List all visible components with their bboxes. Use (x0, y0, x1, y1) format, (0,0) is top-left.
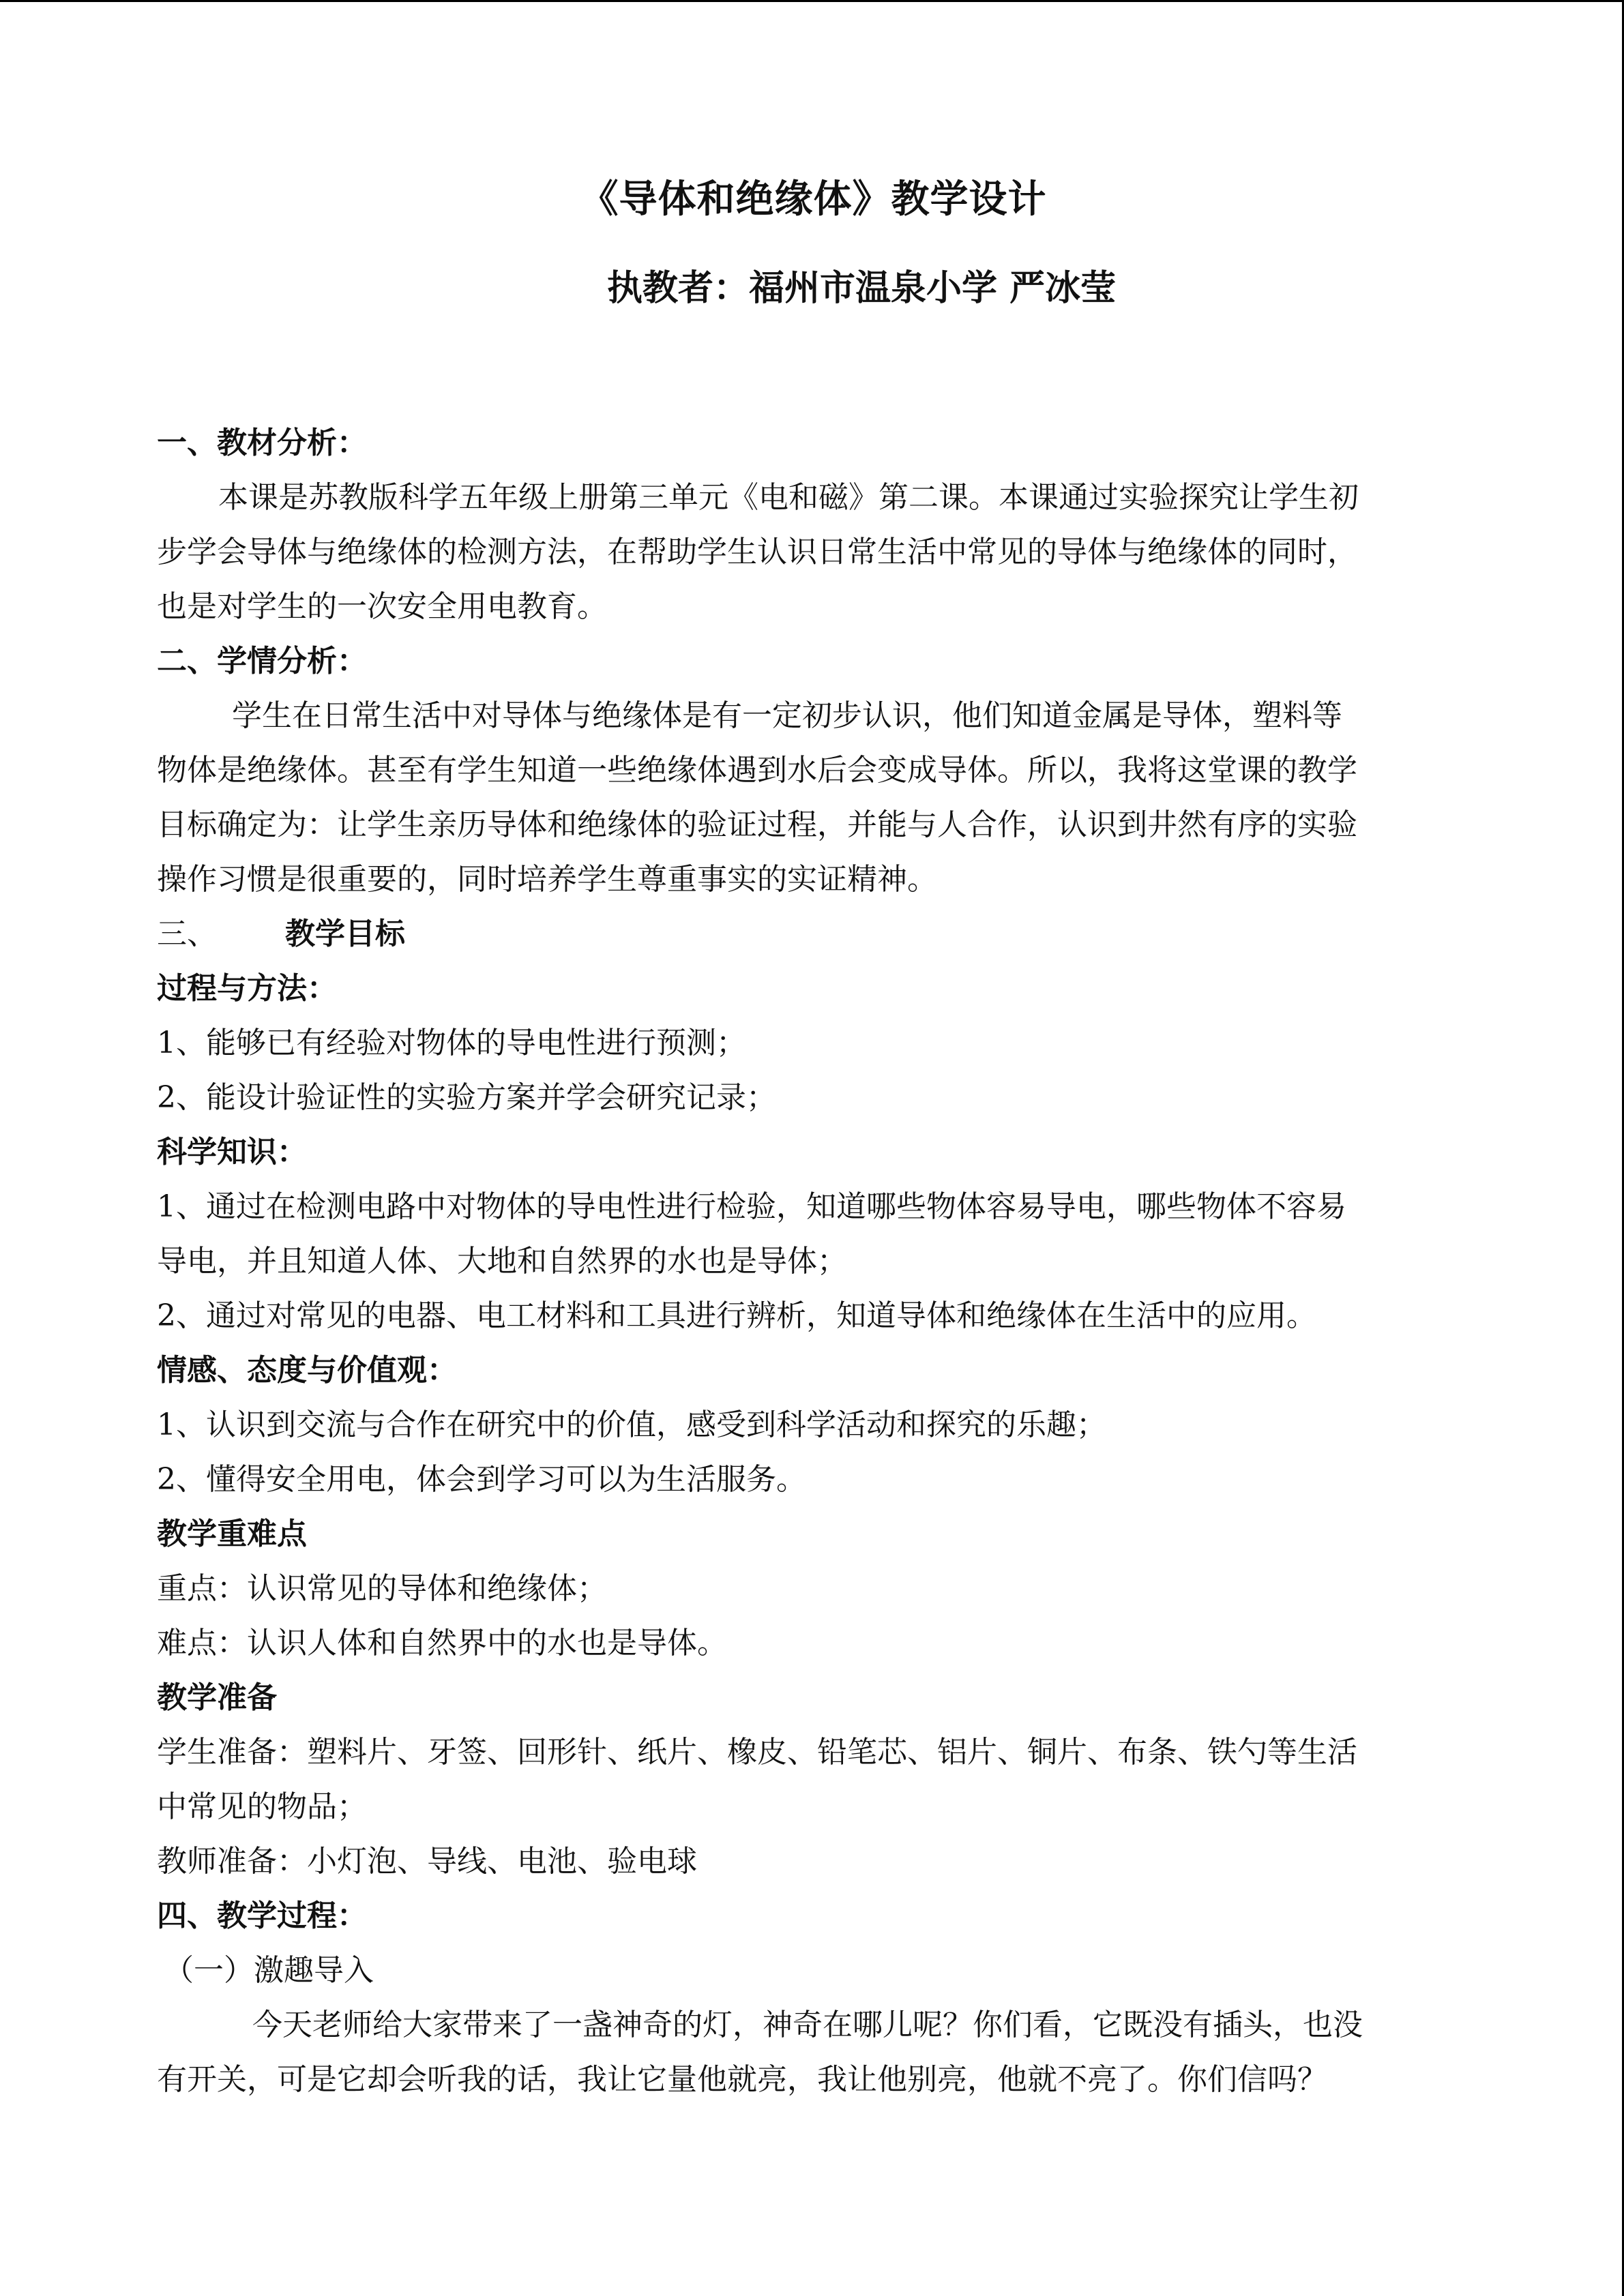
paragraph-line: 步学会导体与绝缘体的检测方法，在帮助学生认识日常生活中常见的导体与绝缘体的同时， (157, 535, 1357, 569)
subheading-intro: （一）激趣导入 (164, 1953, 374, 1988)
list-item: 1、能够已有经验对物体的导电性进行预测； (157, 1026, 746, 1060)
paragraph-line: 也是对学生的一次安全用电教育。 (157, 589, 607, 624)
page-border-top (0, 0, 1624, 2)
section-number: 三、 (157, 916, 217, 951)
document-author: 执教者：福州市温泉小学 严冰莹 (607, 268, 1117, 309)
subheading-process-methods: 过程与方法： (157, 971, 337, 1006)
paragraph-line: 本课是苏教版科学五年级上册第三单元《电和磁》第二课。本课通过实验探究让学生初 (218, 480, 1359, 515)
list-item: 导电，并且知道人体、大地和自然界的水也是导体； (157, 1244, 847, 1279)
list-item: 难点：认识人体和自然界中的水也是导体。 (157, 1626, 727, 1660)
paragraph-line: 学生在日常生活中对导体与绝缘体是有一定初步认识，他们知道金属是导体，塑料等 (232, 698, 1342, 733)
list-item: 中常见的物品； (157, 1789, 367, 1824)
section-heading-teaching-goals (157, 907, 1470, 961)
paragraph-line: 今天老师给大家带来了一盏神奇的灯，神奇在哪儿呢？你们看，它既没有插头，也没 (252, 2008, 1363, 2042)
document-body (157, 416, 1470, 2107)
subheading-preparation: 教学准备 (157, 1680, 277, 1715)
subheading-emotion-values: 情感、态度与价值观： (157, 1353, 457, 1388)
list-item: 1、通过在检测电路中对物体的导电性进行检验，知道哪些物体容易导电，哪些物体不容易 (157, 1189, 1346, 1224)
subheading-key-points: 教学重难点 (157, 1517, 307, 1551)
section-heading-teaching-process: 四、教学过程： (157, 1898, 367, 1933)
paragraph-line: 有开关，可是它却会听我的话，我让它量他就亮，我让他别亮，他就不亮了。你们信吗？ (157, 2062, 1327, 2097)
section-title: 教学目标 (285, 916, 405, 951)
section-heading-material-analysis: 一、教材分析： (157, 426, 367, 460)
subheading-science-knowledge: 科学知识： (157, 1135, 307, 1169)
list-item: 2、通过对常见的电器、电工材料和工具进行辨析，知道导体和绝缘体在生活中的应用。 (157, 1298, 1316, 1333)
list-item: 重点：认识常见的导体和绝缘体； (157, 1571, 607, 1606)
paragraph-line: 操作习惯是很重要的，同时培养学生尊重事实的实证精神。 (157, 862, 937, 897)
section-heading-student-analysis: 二、学情分析： (157, 644, 367, 679)
list-item: 2、懂得安全用电，体会到学习可以为生活服务。 (157, 1462, 806, 1497)
paragraph-line: 目标确定为：让学生亲历导体和绝缘体的验证过程，并能与人合作，认识到井然有序的实验 (157, 807, 1357, 842)
paragraph-line: 物体是绝缘体。甚至有学生知道一些绝缘体遇到水后会变成导体。所以，我将这堂课的教学 (157, 753, 1357, 788)
list-item: 学生准备：塑料片、牙签、回形针、纸片、橡皮、铅笔芯、铝片、铜片、布条、铁勺等生活 (157, 1735, 1357, 1770)
document-title: 《导体和绝缘体》教学设计 (580, 177, 1047, 222)
list-item: 2、能设计验证性的实验方案并学会研究记录； (157, 1080, 776, 1115)
list-item: 1、认识到交流与合作在研究中的价值，感受到科学活动和探究的乐趣； (157, 1407, 1106, 1442)
list-item: 教师准备：小灯泡、导线、电池、验电球 (157, 1844, 697, 1879)
